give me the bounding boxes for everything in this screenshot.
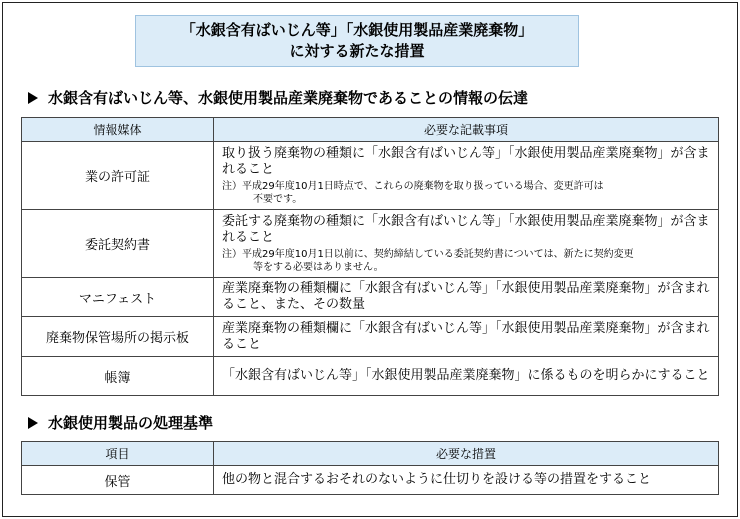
description-cell bbox=[214, 210, 719, 278]
column-header-item: 項目 bbox=[22, 442, 214, 466]
table-row bbox=[22, 466, 719, 495]
table-row bbox=[22, 317, 719, 357]
description-cell bbox=[214, 142, 719, 210]
section-heading-text: 水銀使用製品の処理基準 bbox=[48, 414, 214, 432]
media-cell: マニフェスト bbox=[22, 278, 214, 317]
section-heading-text: 水銀含有ばいじん等、水銀使用製品産業廃棄物であることの情報の伝達 bbox=[48, 89, 529, 107]
media-cell: 帳簿 bbox=[22, 357, 214, 396]
description-cell: 産業廃棄物の種類欄に「水銀含有ばいじん等」「水銀使用製品産業廃棄物」が含まれること、また、その数量 bbox=[214, 278, 719, 317]
measure-cell: 他の物と混合するおそれのないように仕切りを設ける等の措置をすること bbox=[214, 466, 719, 495]
note-line-2: 不要です。 bbox=[253, 193, 303, 205]
description-cell: 産業廃棄物の種類欄に「水銀含有ばいじん等」「水銀使用製品産業廃棄物」が含まれること bbox=[214, 317, 719, 357]
note-text bbox=[222, 248, 710, 274]
title-banner bbox=[135, 15, 579, 67]
description-text: 委託する廃棄物の種類に「水銀含有ばいじん等」「水銀使用製品産業廃棄物」が含まれること bbox=[222, 213, 710, 245]
note-line-1: 注）平成29年度10月1日以前に、契約締結している委託契約書については、新たに契約変更 bbox=[222, 248, 634, 260]
column-header-required-items: 必要な記載事項 bbox=[214, 118, 719, 142]
column-header-required-measures: 必要な措置 bbox=[214, 442, 719, 466]
treatment-standards-table bbox=[21, 441, 719, 495]
table-row bbox=[22, 210, 719, 278]
media-cell: 廃棄物保管場所の掲示板 bbox=[22, 317, 214, 357]
media-cell: 業の許可証 bbox=[22, 142, 214, 210]
column-header-media: 情報媒体 bbox=[22, 118, 214, 142]
note-text bbox=[222, 180, 710, 206]
description-cell: 「水銀含有ばいじん等」「水銀使用製品産業廃棄物」に係るものを明らかにすること bbox=[214, 357, 719, 396]
title-line-2: に対する新たな措置 bbox=[289, 42, 425, 60]
table-header-row bbox=[22, 442, 719, 466]
note-line-1: 注）平成29年度10月1日時点で、これらの廃棄物を取り扱っている場合、変更許可は bbox=[222, 180, 604, 192]
title-line-1: 「水銀含有ばいじん等」「水銀使用製品産業廃棄物」 bbox=[180, 21, 534, 39]
description-text: 取り扱う廃棄物の種類に「水銀含有ばいじん等」「水銀使用製品産業廃棄物」が含まれること bbox=[222, 145, 710, 177]
section-heading-treatment-standards bbox=[28, 413, 213, 433]
table-row bbox=[22, 142, 719, 210]
item-cell: 保管 bbox=[22, 466, 214, 495]
triangle-bullet-icon bbox=[28, 92, 38, 104]
table-row bbox=[22, 278, 719, 317]
table-row bbox=[22, 357, 719, 396]
note-line-2: 等をする必要はありません。 bbox=[253, 261, 384, 273]
table-header-row bbox=[22, 118, 719, 142]
media-cell: 委託契約書 bbox=[22, 210, 214, 278]
triangle-bullet-icon bbox=[28, 417, 38, 429]
info-media-table bbox=[21, 117, 719, 396]
section-heading-info-transmission bbox=[28, 88, 528, 108]
